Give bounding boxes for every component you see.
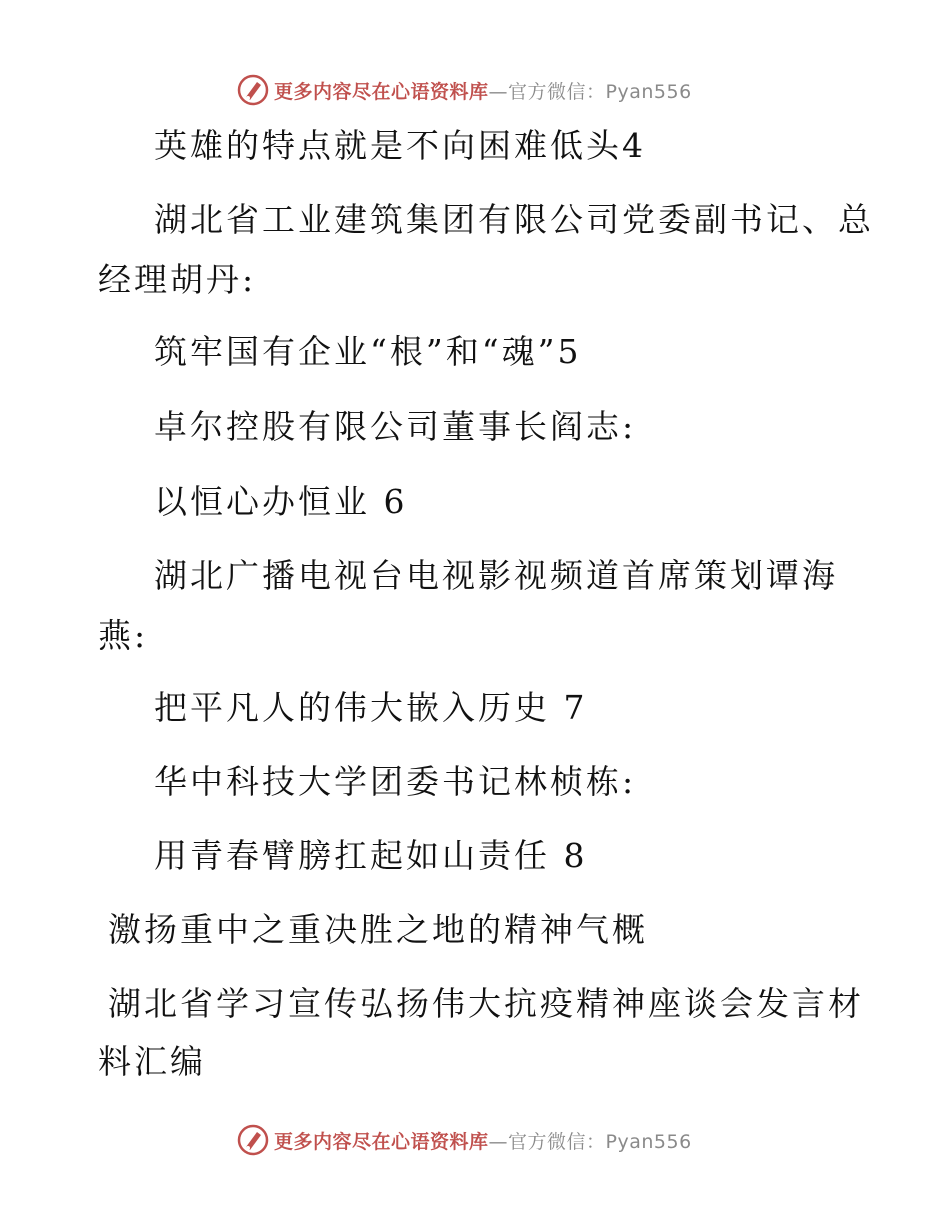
pen-logo-icon	[236, 1123, 270, 1157]
toc-entry-title: 用青春臂膀扛起如山责任 8	[154, 836, 588, 875]
toc-entry-speaker: 湖北广播电视台电视影视频道首席策划谭海	[154, 556, 838, 595]
watermark-main-text: 更多内容尽在心语资料库	[274, 1130, 489, 1153]
toc-entry-title: 筑牢国有企业“根”和“魂”5	[154, 332, 582, 371]
toc-entry-title: 把平凡人的伟大嵌入历史 7	[154, 688, 588, 727]
toc-section-heading: 湖北省学习宣传弘扬伟大抗疫精神座谈会发言材	[108, 984, 864, 1023]
toc-entry-title: 英雄的特点就是不向困难低头4	[154, 126, 646, 165]
toc-entry-title: 以恒心办恒业 6	[154, 482, 408, 521]
watermark-text	[274, 77, 692, 104]
toc-entry-speaker: 湖北省工业建筑集团有限公司党委副书记、总	[154, 200, 874, 239]
pen-logo-icon	[236, 73, 270, 107]
watermark-sub-text: —官方微信：Pyan556	[488, 1130, 692, 1153]
header-watermark	[236, 73, 692, 107]
watermark-text	[274, 1127, 692, 1154]
toc-section-heading-cont: 料汇编	[98, 1042, 206, 1081]
watermark-sub-text: —官方微信：Pyan556	[488, 80, 692, 103]
toc-entry-speaker-cont: 燕:	[98, 616, 149, 655]
toc-entry-speaker-cont: 经理胡丹:	[98, 260, 257, 299]
footer-watermark	[236, 1123, 692, 1157]
toc-entry-speaker: 华中科技大学团委书记林桢栋:	[154, 762, 637, 801]
watermark-main-text: 更多内容尽在心语资料库	[274, 80, 489, 103]
toc-section-heading: 激扬重中之重决胜之地的精神气概	[108, 910, 648, 949]
toc-entry-speaker: 卓尔控股有限公司董事长阎志:	[154, 407, 637, 446]
